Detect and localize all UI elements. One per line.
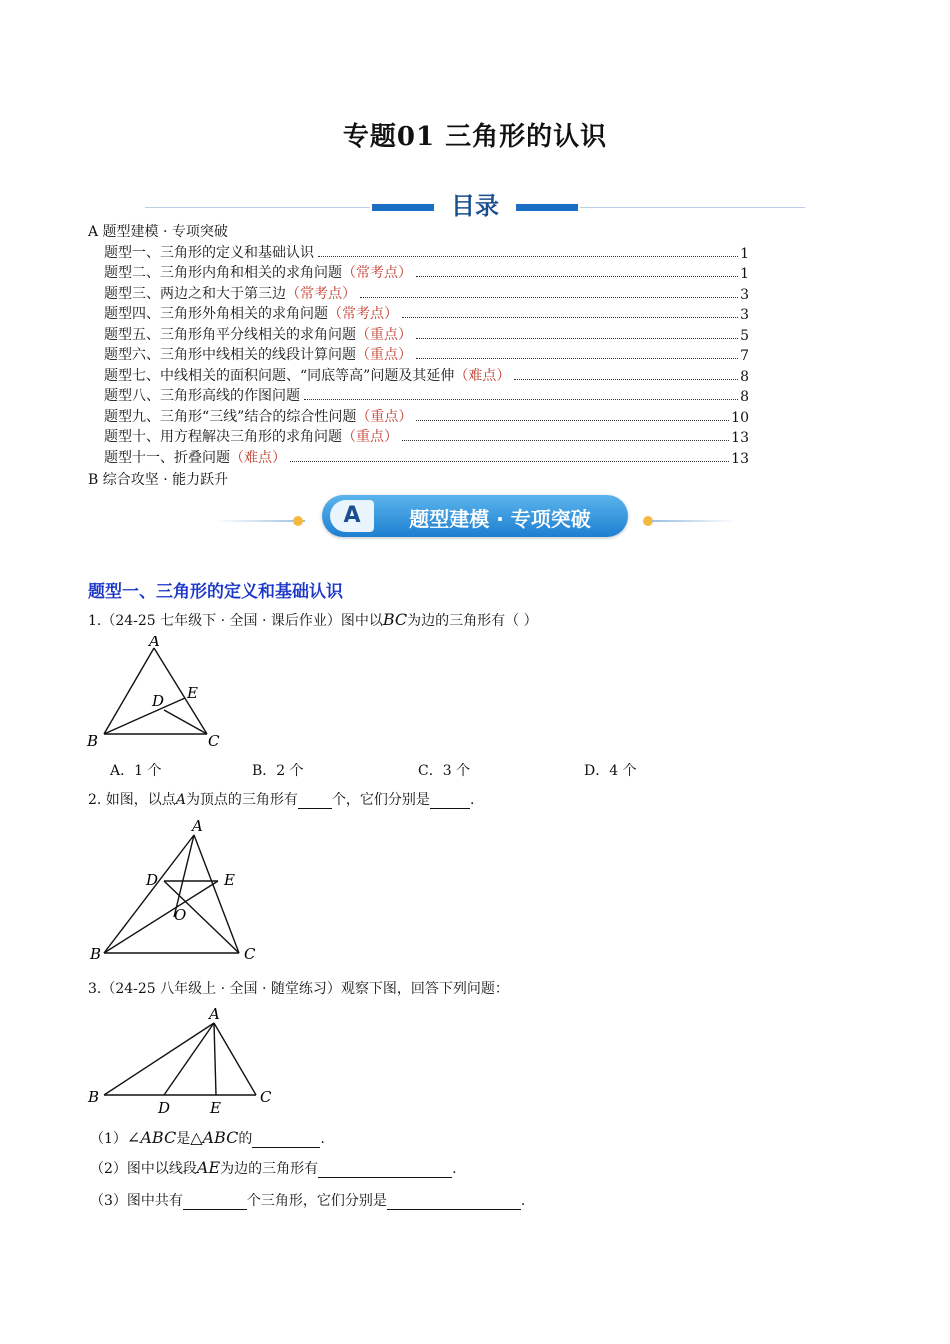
label-O: O [174,906,187,924]
q2-mid2: 个，它们分别是 [331,792,430,808]
toc-item[interactable] [104,344,749,364]
toc-item-label: 题型十一、折叠问题 [104,450,230,466]
toc-item-tag: （重点） [342,429,398,445]
toc-item-label: 题型二、三角形内角和相关的求角问题 [104,265,342,281]
option-d[interactable]: D．4 个 [584,763,637,779]
banner-dot-left [293,516,303,526]
q3-1-suffix: 的 [238,1131,253,1147]
toc-item-label: 题型十、用方程解决三角形的求角问题 [104,429,342,445]
question-2 [88,789,474,809]
toc-leader [290,460,729,462]
edge-AC [214,1023,256,1095]
q2-blank-list[interactable] [430,794,470,809]
edge-DC [164,710,207,734]
toc-item[interactable] [104,365,749,385]
toc-item[interactable] [104,283,749,303]
label-E: E [187,684,198,702]
toc-item[interactable] [104,447,749,467]
toc-bar-right [516,204,578,211]
figure-q3 [84,1003,284,1118]
toc-leader [416,419,729,421]
edge-AB [104,648,154,734]
toc-item-page: 5 [740,328,749,344]
q3-1-prefix: （1） [90,1131,127,1147]
toc-section-a[interactable]: A 题型建模 · 专项突破 [88,224,228,240]
section-heading: 题型一、三角形的定义和基础认识 [88,582,343,602]
toc-item-label: 题型六、三角形中线相关的线段计算问题 [104,347,356,363]
page-title: 专题01 三角形的认识 [342,122,608,152]
toc-heading: 目录 [451,192,499,220]
q3-3-end: . [520,1193,526,1209]
q3-2-blank[interactable] [318,1163,452,1178]
toc-item[interactable] [104,262,749,282]
toc-leader [402,316,738,318]
toc-item-tag: （难点） [230,450,286,466]
q1-prefix: 1.（24-25 七年级下 · 全国 · 课后作业）图中以 [88,613,383,629]
q3-sub-3 [90,1190,525,1210]
toc-item-label: 题型一、三角形的定义和基础认识 [104,245,314,261]
toc-item[interactable] [104,385,749,405]
question-3: 3.（24-25 八年级上 · 全国 · 随堂练习）观察下图，回答下列问题： [88,981,509,997]
toc-item-label: 题型三、两边之和大于第三边 [104,286,286,302]
figure-q1 [84,636,234,751]
toc-item-page: 13 [731,430,749,446]
label-A: A [192,817,203,835]
toc-item-label: 题型五、三角形角平分线相关的求角问题 [104,327,356,343]
label-B: B [87,732,99,750]
label-E: E [210,1099,221,1117]
toc-leader [402,439,729,441]
toc-leader [318,255,738,257]
label-D: D [152,692,165,710]
toc-item-page: 3 [740,307,749,323]
toc-item-tag: （重点） [356,347,412,363]
toc-item-page: 1 [740,246,749,262]
toc-item-tag: （难点） [454,368,511,384]
label-A: A [209,1005,220,1023]
edge-AB [104,1023,214,1095]
toc-item-tag: （常考点） [286,286,356,302]
toc-section-b[interactable]: B 综合攻坚 · 能力跃升 [88,472,229,488]
q3-2-end: . [452,1161,457,1177]
q2-blank-count[interactable] [298,794,332,809]
banner-line-right [652,520,737,522]
q3-sub-1 [90,1128,325,1148]
label-C: C [260,1088,272,1106]
label-D: D [158,1099,171,1117]
q3-1-end: . [320,1131,325,1147]
q3-1-blank[interactable] [252,1133,320,1148]
q2-end: . [469,792,475,808]
q2-var: A [175,792,186,808]
q3-3-blank-list[interactable] [387,1195,521,1210]
label-C: C [208,732,220,750]
toc-item-page: 3 [740,287,749,303]
q2-mid: 为顶点的三角形有 [185,792,298,808]
toc-item-tag: （常考点） [342,265,412,281]
q3-3-blank-count[interactable] [183,1195,247,1210]
toc-item-page: 7 [740,348,749,364]
label-E: E [224,871,235,889]
q3-3-mid: 个三角形，它们分别是 [246,1193,387,1209]
toc-item-label: 题型八、三角形高线的作图问题 [104,388,300,404]
toc-item-label: 题型四、三角形外角相关的求角问题 [104,306,328,322]
toc-item-page: 13 [731,451,749,467]
q3-2-suffix: 为边的三角形有 [220,1161,319,1177]
question-1 [88,610,538,630]
toc-leader [360,296,738,298]
toc-item-page: 8 [740,369,749,385]
toc-divider-right [580,207,805,208]
q3-1-mid: 是 [176,1131,191,1147]
toc-item-page: 1 [740,266,749,282]
label-C: C [244,945,256,963]
label-B: B [88,1088,100,1106]
banner-text: 题型建模 · 专项突破 [409,507,591,531]
edge-AE [214,1023,216,1095]
banner-letter: A [330,500,374,532]
toc-leader [416,337,738,339]
q3-2-prefix: （2）图中以线段 [90,1161,197,1177]
label-A: A [149,636,160,650]
toc-item-label: 题型七、中线相关的面积问题、“同底等高”问题及其延伸 [104,368,455,384]
q1-var: BC [382,610,408,629]
toc-item[interactable] [104,406,749,426]
q2-prefix: 2. 如图，以点 [88,792,176,808]
toc-leader [304,398,738,400]
q3-3-prefix: （3）图中共有 [90,1193,183,1209]
q1-suffix: 为边的三角形有（ ） [407,613,538,629]
edge-AB [104,835,194,953]
toc-item[interactable] [104,242,749,262]
toc-item-tag: （常考点） [328,306,398,322]
toc-item-label: 题型九、三角形“三线”结合的综合性问题 [104,409,357,425]
q3-sub-2 [90,1158,457,1178]
option-a[interactable]: A．1 个 [110,763,162,779]
figure-q2 [86,815,256,965]
option-b[interactable]: B．2 个 [252,763,304,779]
banner-line-left [215,520,305,522]
toc-item[interactable] [104,303,749,323]
label-B: B [90,945,102,963]
label-D: D [146,871,159,889]
q3-2-var: AE [196,1158,221,1177]
toc-leader [514,378,738,380]
toc-item-tag: （重点） [356,327,412,343]
q3-1-angle: ∠ABC [126,1128,177,1147]
edge-AC [194,835,239,953]
q3-1-tri: △ABC [190,1128,239,1147]
toc-leader [416,357,738,359]
toc-item-page: 10 [731,410,749,426]
edge-AD [164,1023,214,1095]
toc-item-page: 8 [740,389,749,405]
toc-leader [416,275,738,277]
toc-item[interactable] [104,426,749,446]
edge-AC [154,648,207,734]
toc-item-tag: （重点） [356,409,413,425]
option-c[interactable]: C．3 个 [418,763,471,779]
toc-item[interactable] [104,324,749,344]
edge-BE [104,698,185,734]
